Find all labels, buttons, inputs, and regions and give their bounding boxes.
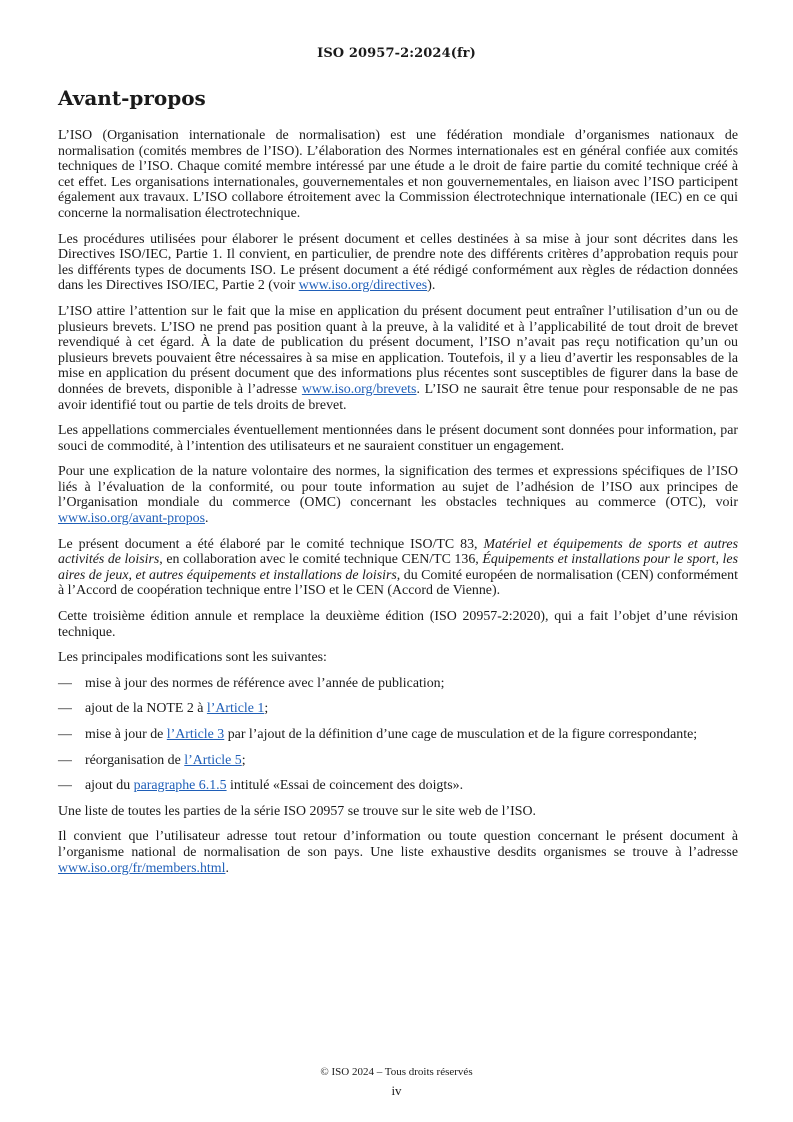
- list-item-text: ;: [241, 752, 246, 768]
- list-item: [58, 701, 738, 717]
- paragraph-text: Pour une explication de la nature volontaire des normes, la signification des termes et expressions spécifiques de l’ISO liés à l’évaluation de la conformité, ou pour toute information au sujet de l’adhésion de l’ISO aux principes de l’Organisation mondiale du commerce (OMC) concernant les obstacles techniques au commerce (OTC), voir: [58, 464, 738, 511]
- list-item-text: ajout du: [85, 778, 134, 794]
- copyright-notice: © ISO 2024 – Tous droits réservés: [320, 1066, 473, 1078]
- link-directives[interactable]: www.iso.org/directives: [298, 278, 428, 294]
- link-article-3[interactable]: l’Article 3: [166, 727, 225, 742]
- paragraph-text: , du Comité européen de normalisation (CEN) conformément à l’Accord de coopération technique entre l’ISO et le CEN (Accord de Vienne).: [58, 567, 738, 599]
- paragraph-text: Les principales modifications sont les suivantes:: [58, 650, 327, 666]
- paragraph-text: L’ISO (Organisation internationale de normalisation) est une fédération mondiale d’organismes nationaux de normalisation (comités membres de l’ISO). L’élaboration des Normes internationales est en général confiée aux comités techniques de l’ISO. Chaque comité membre intéressé par une étude a le droit de faire partie du comité technique créé à cet effet. Les organisations internationales, gouvernementales et non gouvernementales, en liaison avec l’ISO participent également aux travaux. L’ISO collabore étroitement avec la Commission électrotechnique internationale (IEC) en ce qui concerne la normalisation électrotechnique.: [58, 128, 738, 221]
- list-dash: —: [58, 752, 72, 768]
- link-article-5[interactable]: l’Article 5: [184, 752, 242, 768]
- link-brevets[interactable]: www.iso.org/brevets: [301, 381, 417, 397]
- paragraph-trade-names: [58, 423, 738, 454]
- paragraph-feedback: [58, 829, 738, 876]
- committee-title-cen: Équipements et installations pour le sport, les aires de jeux, et autres équipements et installations de loisirs: [58, 552, 738, 583]
- link-members[interactable]: www.iso.org/fr/members.html: [58, 860, 226, 876]
- link-article-1[interactable]: l’Article 1: [206, 701, 265, 717]
- list-dash: —: [58, 727, 72, 742]
- document-identifier: ISO 20957-2:2024(fr): [317, 46, 476, 61]
- list-item-text: mise à jour de: [85, 727, 167, 742]
- paragraph-edition: [58, 609, 738, 640]
- list-item: [58, 753, 738, 769]
- list-item-text: intitulé «Essai de coincement des doigts».: [226, 778, 464, 794]
- paragraph-series-list: [58, 804, 738, 820]
- paragraph-text: Les procédures utilisées pour élaborer le présent document et celles destinées à sa mise à jour sont décrites dans les Directives ISO/IEC, Partie 1. Il convient, en particulier, de prendre note des différents critères d’approbation requis pour les différents types de documents ISO. Le présent document a été rédigé conformément aux règles de rédaction données dans les Directives ISO/IEC, Partie 2 (voir: [58, 231, 738, 294]
- list-item-text: ;: [264, 701, 269, 717]
- paragraph-text: Le présent document a été élaboré par le comité technique ISO/TC 83,: [58, 536, 484, 552]
- modifications-list: [58, 676, 738, 794]
- foreword-body: [58, 128, 738, 886]
- paragraph-modifications-intro: [58, 650, 738, 666]
- section-title: Avant-propos: [58, 86, 206, 110]
- paragraph-text: Cette troisième édition annule et remplace la deuxième édition (ISO 20957-2:2020), qui a fait l’objet d’une révision technique.: [58, 609, 738, 640]
- list-item: [58, 676, 738, 692]
- paragraph-iso-intro: [58, 128, 738, 222]
- paragraph-text: .: [205, 511, 209, 527]
- list-dash: —: [58, 675, 72, 691]
- paragraph-text: .: [225, 860, 229, 876]
- list-dash: —: [58, 701, 72, 717]
- paragraph-text: ).: [427, 278, 436, 294]
- paragraph-text: . L’ISO ne saurait être tenue pour responsable de ne pas avoir identifié tout ou partie de tels droits de brevet.: [58, 381, 738, 413]
- paragraph-text: Il convient que l’utilisateur adresse tout retour d’information ou toute question concernant le présent document à l’organisme national de normalisation de son pays. Une liste exhaustive desdits organismes se trouve à l’adresse: [58, 829, 738, 860]
- link-paragraphe-6-1-5[interactable]: paragraphe 6.1.5: [133, 778, 227, 794]
- paragraph-patents: [58, 304, 738, 413]
- paragraph-committee: [58, 537, 738, 599]
- paragraph-text: L’ISO attire l’attention sur le fait que la mise en application du présent document peut entraîner l’utilisation d’un ou de plusieurs brevets. L’ISO ne prend pas position quant à la preuve, à la validité et à l’applicabilité de tout droit de brevet revendiqué à cet égard. À la date de publication du présent document, l’ISO n’avait pas reçu notification qu’un ou plusieurs brevets pouvaient être nécessaires à sa mise en application. Toutefois, il y a lieu d’avertir les responsables de la mise en application du présent document que des informations plus récentes sont susceptibles de figurer dans la base de données de brevets, disponible à l’adresse: [58, 303, 738, 397]
- paragraph-text: Une liste de toutes les parties de la série ISO 20957 se trouve sur le site web de l’ISO.: [58, 803, 536, 819]
- list-item: [58, 778, 738, 794]
- paragraph-procedures: [58, 232, 738, 294]
- paragraph-voluntary-nature: [58, 464, 738, 526]
- list-item-text: réorganisation de: [85, 752, 185, 768]
- list-item-text: mise à jour des normes de référence avec l’année de publication;: [85, 675, 445, 691]
- link-avant-propos[interactable]: www.iso.org/avant-propos: [58, 511, 205, 527]
- list-dash: —: [58, 778, 72, 794]
- page-number: iv: [391, 1083, 402, 1098]
- list-item: [58, 727, 738, 743]
- list-item-text: ajout de la NOTE 2 à: [85, 701, 207, 717]
- paragraph-text: Les appellations commerciales éventuellement mentionnées dans le présent document sont données pour information, par souci de commodité, à l’intention des utilisateurs et ne sauraient constituer un engagement.: [58, 423, 738, 454]
- paragraph-text: , en collaboration avec le comité technique CEN/TC 136,: [159, 552, 483, 568]
- committee-title-iso: Matériel et équipements de sports et autres activités de loisirs: [58, 536, 738, 568]
- list-item-text: par l’ajout de la définition d’une cage de musculation et de la figure correspondante;: [224, 727, 698, 742]
